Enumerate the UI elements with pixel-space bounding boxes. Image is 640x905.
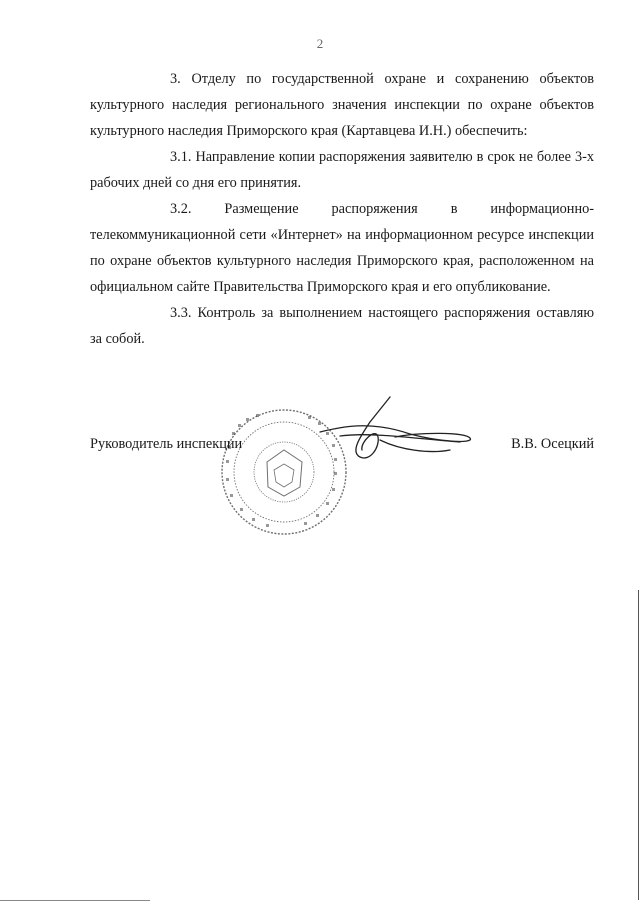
paragraph-3-2 [90, 196, 594, 300]
paragraph-3-1 [90, 144, 594, 196]
bottom-rule-line [0, 900, 150, 901]
paragraph-number: 3.1. [170, 149, 192, 165]
right-edge-line [638, 590, 639, 900]
paragraph-text: Направление копии распоряжения заявителю в срок не более 3-х рабочих дней со дня его принятия. [90, 149, 595, 191]
paragraph-3 [90, 66, 594, 144]
paragraph-text: Отделу по государственной охране и сохранению объектов культурного наследия регионального значения инспекции по охране объектов культурного наследия Приморского края (Картавцева И.Н.) обеспечить: [90, 71, 594, 139]
signatory-position: Руководитель инспекции [90, 436, 243, 452]
paragraph-number: 3.3. [170, 305, 192, 321]
paragraph-number: 3.2. [170, 201, 192, 217]
handwritten-signature [300, 392, 490, 472]
page-number: 2 [316, 36, 324, 51]
paragraph-text: Контроль за выполнением настоящего распоряжения оставляю за собой. [90, 305, 594, 347]
signature-block [90, 436, 594, 460]
paragraph-number: 3. [170, 71, 181, 87]
paragraph-text: Размещение распоряжения в информационно-телекоммуникационной сети «Интернет» на информационном ресурсе инспекции по охране объектов культурного наследия Приморского края, расположенном на официальном сайте Правительства Приморского края и его опубликование. [90, 201, 594, 295]
paragraph-3-3 [90, 300, 594, 352]
signatory-name: В.В. Осецкий [511, 436, 594, 452]
document-body [90, 66, 594, 352]
